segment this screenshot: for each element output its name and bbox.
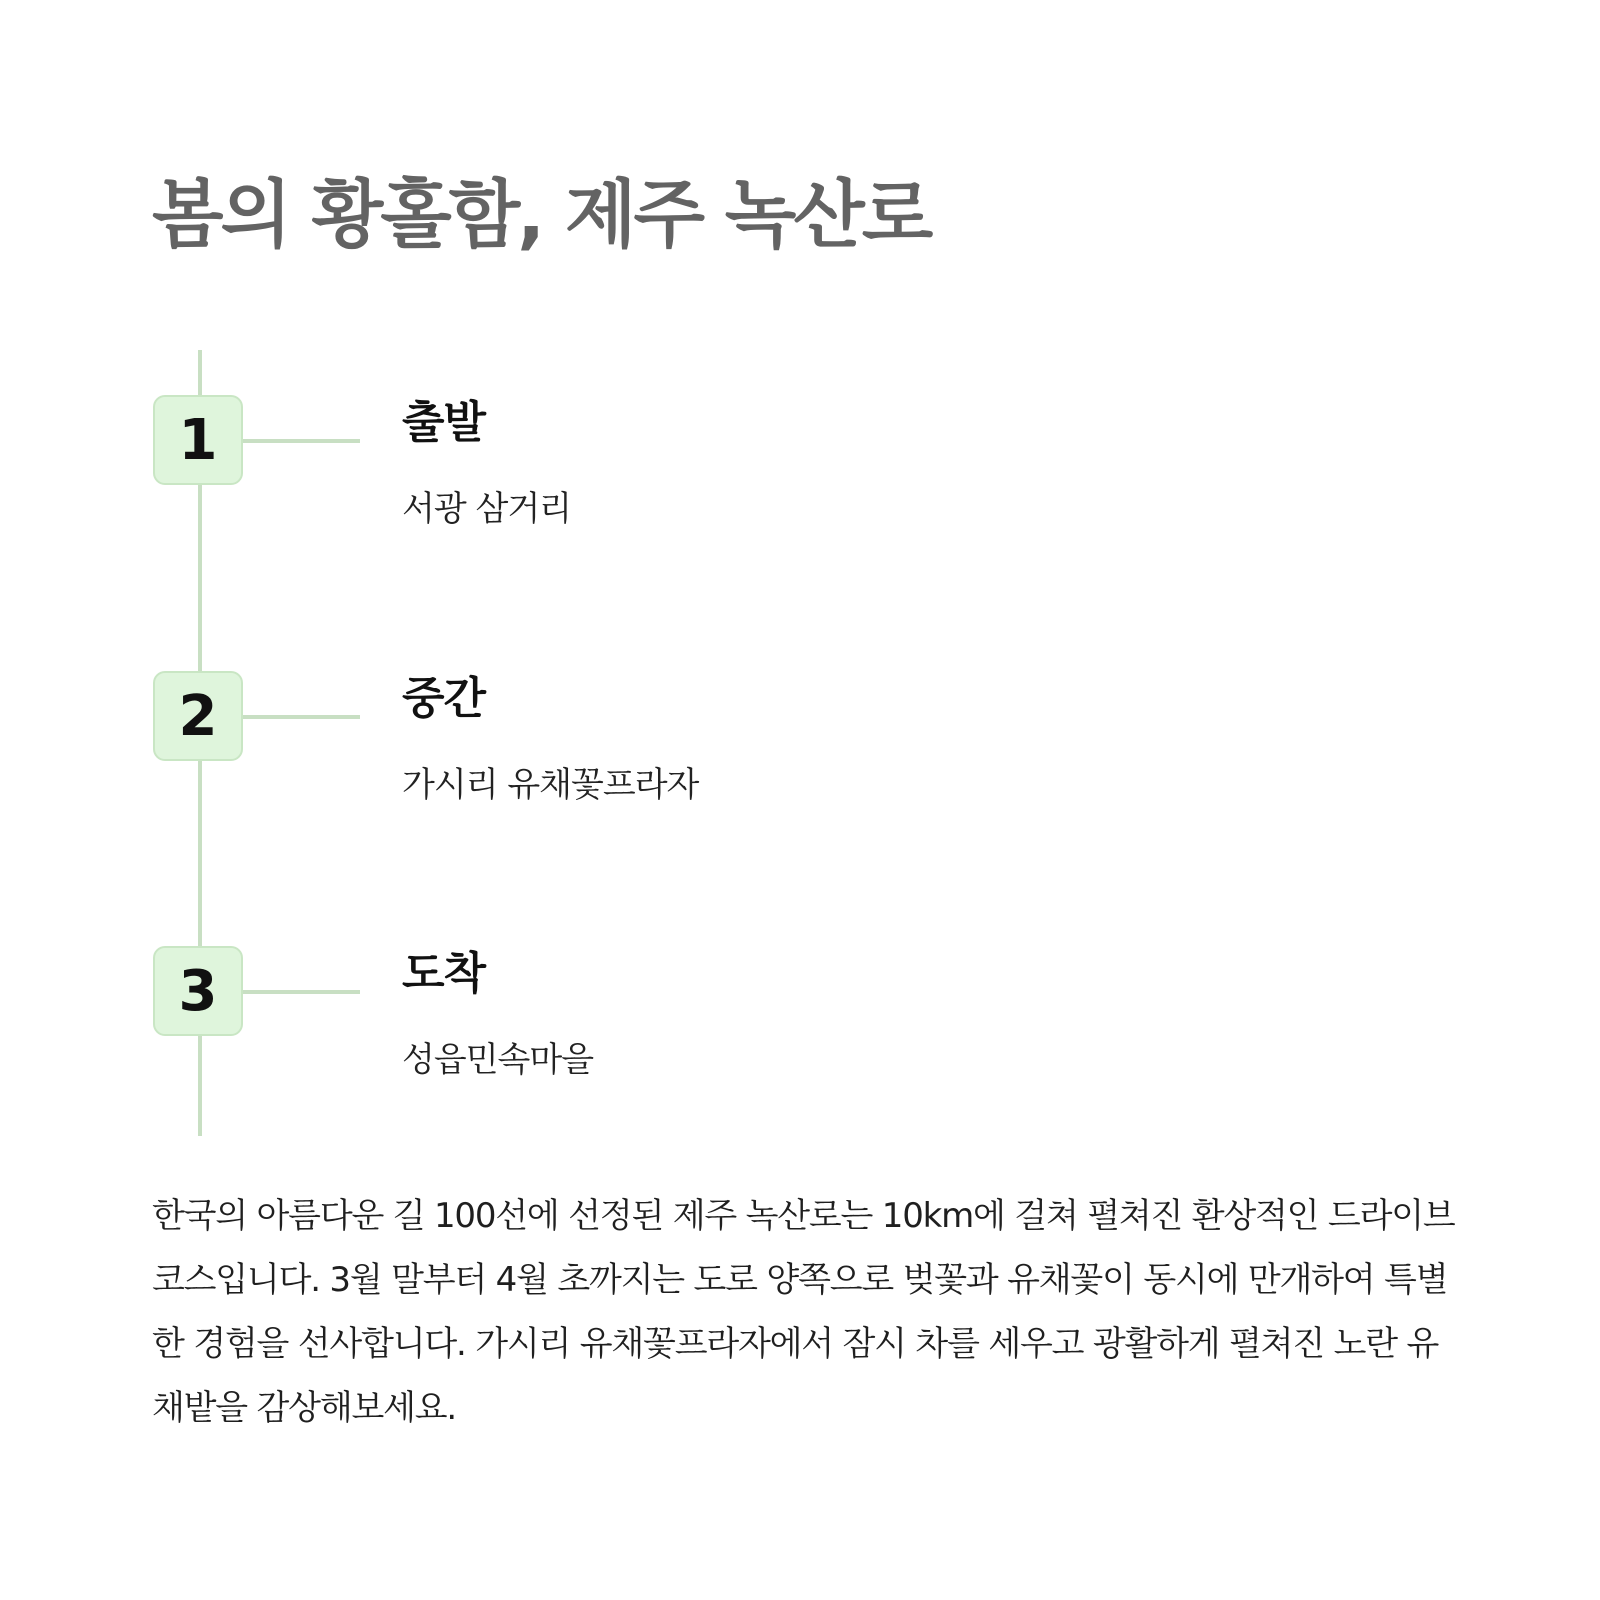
step-label: 출발 — [402, 397, 486, 448]
timeline-step-middle — [0, 671, 1600, 805]
step-place: 성읍민속마을 — [402, 1040, 594, 1080]
step-number-badge: 1 — [153, 395, 243, 485]
page-title: 봄의 황홀함, 제주 녹산로 — [152, 172, 931, 258]
timeline-step-start — [0, 395, 1600, 529]
step-label: 중간 — [402, 673, 486, 724]
step-place: 서광 삼거리 — [402, 489, 572, 529]
step-connector-line — [243, 439, 360, 443]
step-connector-line — [243, 715, 360, 719]
step-place: 가시리 유채꽃프라자 — [402, 765, 699, 805]
route-description: 한국의 아름다운 길 100선에 선정된 제주 녹산로는 10km에 걸쳐 펼쳐진 환상적인 드라이브 코스입니다. 3월 말부터 4월 초까지는 도로 양쪽으로 벚꽃과 유채꽃이 동시에 만개하여 특별한 경험을 선사합니다. 가시리 유채꽃프라자에서 잠시 차를 세우고 광활하게 펼쳐진 노란 유채밭을 감상해보세요. — [152, 1196, 1455, 1428]
step-label: 도착 — [402, 948, 486, 999]
step-connector-line — [243, 990, 360, 994]
step-number-badge: 3 — [153, 946, 243, 1036]
step-number-badge: 2 — [153, 671, 243, 761]
timeline-step-end — [0, 946, 1600, 1080]
